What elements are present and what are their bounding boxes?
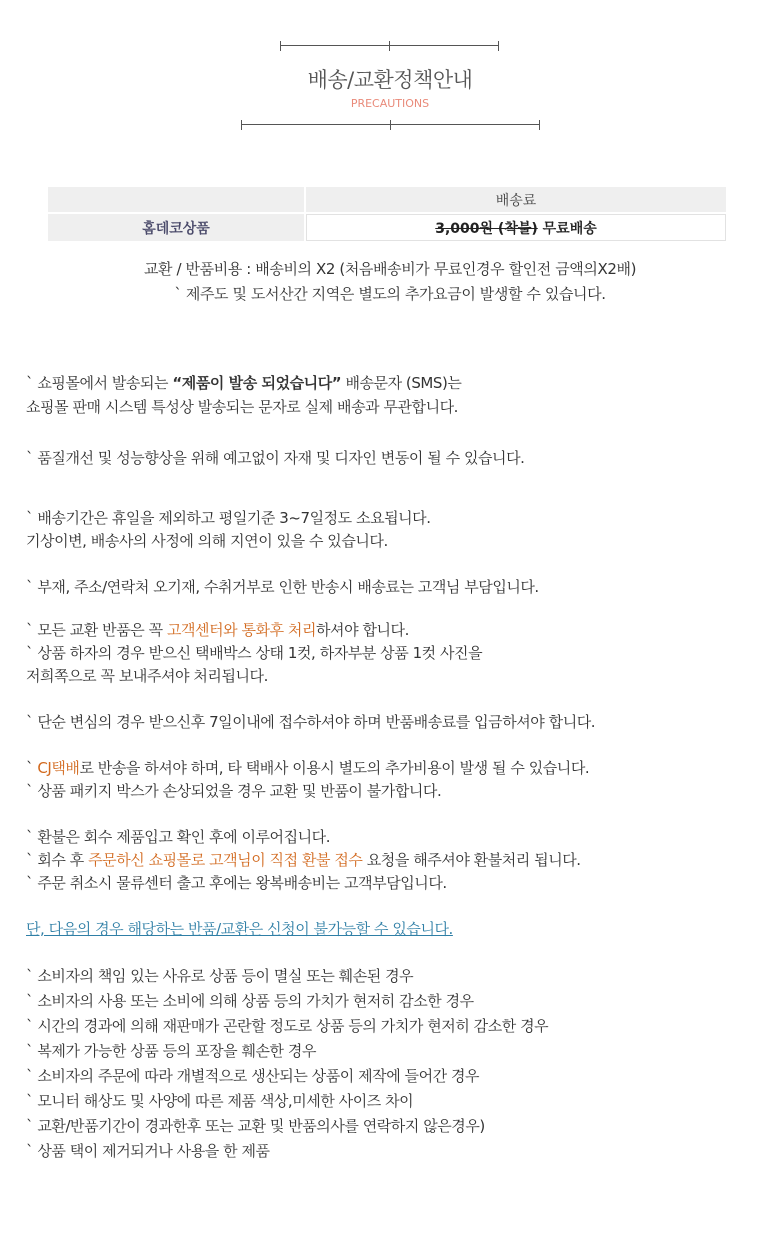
fee-column-header: 배송료 (306, 187, 726, 212)
sms-notice-line2: 쇼핑몰 판매 시스템 특성상 발송되는 문자로 실제 배송과 무관합니다. (26, 398, 458, 416)
bottom-divider (241, 120, 540, 130)
sms-notice-line1: ` 쇼핑몰에서 발송되는 “제품이 발송 되었습니다” 배송문자 (SMS)는 (26, 374, 462, 392)
island-surcharge-note: ` 제주도 및 도서산간 지역은 별도의 추가요금이 발생할 수 있습니다. (174, 285, 606, 303)
list-item: ` 복제가 가능한 상품 등의 포장을 훼손한 경우 (26, 1042, 316, 1060)
fee-table-header-row (48, 187, 726, 212)
product-category-label: 홈데코상품 (48, 214, 304, 241)
refund-notice-line1: ` 환불은 회수 제품입고 확인 후에 이루어집니다. (26, 828, 331, 846)
fee-value (306, 214, 726, 241)
cancel-notice: ` 주문 취소시 물류센터 출고 후에는 왕복배송비는 고객부담입니다. (26, 874, 447, 892)
restriction-heading: 단, 다음의 경우 해당하는 반품/교환은 신청이 불가능할 수 있습니다. (26, 920, 453, 938)
list-item: ` 소비자의 사용 또는 소비에 의해 상품 등의 가치가 현저히 감소한 경우 (26, 992, 474, 1010)
delivery-period-line2: 기상이변, 배송사의 사정에 의해 지연이 있을 수 있습니다. (26, 532, 388, 550)
list-item: ` 모니터 해상도 및 사양에 따른 제품 색상,미세한 사이즈 차이 (26, 1092, 414, 1110)
package-damage-notice: ` 상품 패키지 박스가 손상되었을 경우 교환 및 반품이 불가합니다. (26, 782, 442, 800)
absence-notice: ` 부재, 주소/연락처 오기재, 수취거부로 인한 반송시 배송료는 고객님 부담입니다. (26, 578, 539, 596)
list-item: ` 소비자의 책임 있는 사유로 상품 등이 멸실 또는 훼손된 경우 (26, 967, 414, 985)
page-title: 배송/교환정책안내 (307, 68, 473, 92)
fee-table-corner (48, 187, 304, 212)
quality-notice: ` 품질개선 및 성능향상을 위해 예고없이 자재 및 디자인 변동이 될 수 있습니다. (26, 449, 525, 467)
defect-notice-line2: 저희쪽으로 꼭 보내주셔야 처리됩니다. (26, 667, 268, 685)
cj-courier-notice: ` CJ택배로 반송을 하셔야 하며, 타 택배사 이용시 별도의 추가비용이 발생 될 수 있습니다. (26, 759, 590, 777)
exchange-notice: ` 모든 교환 반품은 꼭 고객센터와 통화후 처리하셔야 합니다. (26, 621, 409, 639)
top-divider (280, 41, 499, 51)
list-item: ` 소비자의 주문에 따라 개별적으로 생산되는 상품이 제작에 들어간 경우 (26, 1067, 480, 1085)
page-subtitle: PRECAUTIONS (350, 97, 430, 110)
return-cost-note: 교환 / 반품비용 : 배송비의 X2 (처음배송비가 무료인경우 할인전 금액의X2배) (143, 260, 637, 278)
original-fee: 3,000원 (착불) (435, 220, 538, 237)
refund-notice-line2: ` 회수 후 주문하신 쇼핑몰로 고객님이 직접 환불 접수 요청을 해주셔야 환불처리 됩니다. (26, 851, 581, 869)
defect-notice-line1: ` 상품 하자의 경우 받으신 택배박스 상태 1컷, 하자부분 상품 1컷 사진을 (26, 644, 483, 662)
fee-table-row (48, 214, 726, 241)
delivery-period-line1: ` 배송기간은 휴일을 제외하고 평일기준 3~7일정도 소요됩니다. (26, 509, 431, 527)
free-shipping-label: 무료배송 (542, 220, 597, 237)
list-item: ` 상품 택이 제거되거나 사용을 한 제품 (26, 1142, 270, 1160)
simple-change-notice: ` 단순 변심의 경우 받으신후 7일이내에 접수하셔야 하며 반품배송료를 입금하셔야 합니다. (26, 713, 596, 731)
list-item: ` 교환/반품기간이 경과한후 또는 교환 및 반품의사를 연락하지 않은경우) (26, 1117, 485, 1135)
list-item: ` 시간의 경과에 의해 재판매가 곤란할 정도로 상품 등의 가치가 현저히 감소한 경우 (26, 1017, 549, 1035)
shipping-fee-table (46, 185, 728, 243)
